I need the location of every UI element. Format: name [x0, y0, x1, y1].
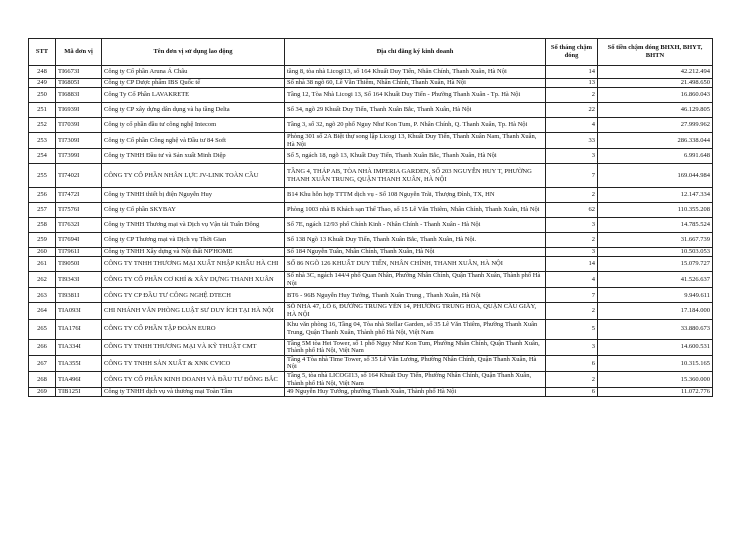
row-unit-name: Công ty Cổ phần Công nghệ và Đầu tư 84 Soft — [102, 133, 285, 149]
row-unit-name: Công ty TNHH dịch vụ và thương mại Toàn Tâm — [102, 388, 285, 397]
row-amount-late: 15.079.727 — [598, 257, 713, 272]
row-amount-late: 169.044.984 — [598, 164, 713, 188]
table-row — [29, 371, 713, 387]
header-unit-name: Tên đơn vị sử dụng lao động — [102, 39, 285, 66]
row-amount-late: 31.667.739 — [598, 233, 713, 248]
row-months-late: 4 — [546, 118, 598, 133]
row-amount-late: 27.999.962 — [598, 118, 713, 133]
table-row — [29, 149, 713, 164]
row-address: Số 184 Nguyễn Tuân, Nhân Chính, Thanh Xuân, Hà Nội — [285, 248, 546, 257]
row-months-late: 13 — [546, 79, 598, 88]
row-months-late: 2 — [546, 303, 598, 319]
row-months-late: 3 — [546, 339, 598, 355]
row-unit-code: TI9381I — [56, 288, 102, 303]
row-unit-name: Công Ty Cổ Phần LAVAKRETE — [102, 88, 285, 103]
row-stt: 253 — [29, 133, 56, 149]
row-months-late: 22 — [546, 103, 598, 118]
row-stt: 257 — [29, 203, 56, 218]
row-unit-code: TI6883I — [56, 88, 102, 103]
row-stt: 250 — [29, 88, 56, 103]
row-stt: 266 — [29, 339, 56, 355]
row-address: Tầng 12, Tòa Nhà Licogi 13, Số 164 Khuất Duy Tiến - Phường Thanh Xuân - Tp. Hà Nội — [285, 88, 546, 103]
row-months-late: 6 — [546, 355, 598, 371]
row-amount-late: 21.498.650 — [598, 79, 713, 88]
row-unit-code: TI7402I — [56, 164, 102, 188]
row-unit-name: Công ty cổ phần đầu tư công nghệ Intecom — [102, 118, 285, 133]
row-unit-code: TI6805I — [56, 79, 102, 88]
row-address: B14 Khu hỗn hợp TTTM dịch vụ - Số 108 Nguyễn Trãi, Thượng Đình, TX, HN — [285, 188, 546, 203]
row-months-late: 2 — [546, 88, 598, 103]
row-unit-name: CÔNG TY CỔ PHẦN CƠ KHÍ & XÂY DỰNG THANH XUÂN — [102, 272, 285, 288]
row-stt: 267 — [29, 355, 56, 371]
row-unit-code: TIA176I — [56, 319, 102, 339]
row-address: Phòng 301 số 2A Biệt thự song lập Licogi 13, Khuất Duy Tiến, Thanh Xuân Nam, Thanh Xuân, Hà Nội — [285, 133, 546, 149]
row-amount-late: 16.860.043 — [598, 88, 713, 103]
row-address: Số nhà 38 ngõ 60, Lê Văn Thiêm, Nhân Chính, Thanh Xuân, Hà Nội — [285, 79, 546, 88]
row-amount-late: 46.129.805 — [598, 103, 713, 118]
row-address: Số 138 Ngõ 13 Khuất Duy Tiến, Thanh Xuân Bắc, Thanh Xuân, Hà Nội. — [285, 233, 546, 248]
row-amount-late: 41.526.637 — [598, 272, 713, 288]
row-address: Số 7E, ngách 12/93 phố Chính Kinh - Nhân Chính - Thanh Xuân - Hà Nội — [285, 218, 546, 233]
row-stt: 248 — [29, 66, 56, 79]
row-months-late: 7 — [546, 288, 598, 303]
row-stt: 263 — [29, 288, 56, 303]
table-row — [29, 203, 713, 218]
row-address: Số 5, ngách 18, ngõ 13, Khuất Duy Tiến, Thanh Xuân Bắc, Thanh Xuân, Hà Nội — [285, 149, 546, 164]
row-months-late: 62 — [546, 203, 598, 218]
row-unit-code: TI7632I — [56, 218, 102, 233]
row-unit-code: TI7576I — [56, 203, 102, 218]
row-stt: 249 — [29, 79, 56, 88]
header-unit-code: Mã đơn vị — [56, 39, 102, 66]
row-stt: 268 — [29, 371, 56, 387]
header-address: Địa chỉ đăng ký kinh doanh — [285, 39, 546, 66]
row-unit-name: CÔNG TY CỔ PHẦN KINH DOANH VÀ ĐẦU TƯ ĐÔNG BẮC — [102, 371, 285, 387]
table-row — [29, 388, 713, 397]
row-unit-code: TIA496I — [56, 371, 102, 387]
row-unit-code: TIA355I — [56, 355, 102, 371]
table-header-row — [29, 39, 713, 66]
row-address: Khu văn phòng 16, Tầng 04, Tòa nhà Stellar Garden, số 35 Lê Văn Thiêm, Phường Thanh Xuân Trung, Quận Thanh Xuân, Thành phố Hà Nội, Việt Nam — [285, 319, 546, 339]
table-row — [29, 118, 713, 133]
table-row — [29, 233, 713, 248]
row-unit-name: CÔNG TY CP ĐẦU TƯ CÔNG NGHỆ DTECH — [102, 288, 285, 303]
row-amount-late: 42.212.494 — [598, 66, 713, 79]
row-unit-code: TI7309I — [56, 133, 102, 149]
row-stt: 260 — [29, 248, 56, 257]
row-months-late: 14 — [546, 257, 598, 272]
table-row — [29, 66, 713, 79]
row-address: 49 Nguyễn Huy Tưởng, phường Thanh Xuân, Thành phố Hà Nội — [285, 388, 546, 397]
row-unit-code: TIA093I — [56, 303, 102, 319]
table-row — [29, 188, 713, 203]
row-address: Tầng 5, tòa nhà LICOGI13, số 164 Khuất Duy Tiến, Phường Nhân Chính, Quận Thanh Xuân, Thành phố Hà Nội, Việt Nam — [285, 371, 546, 387]
row-stt: 259 — [29, 233, 56, 248]
row-amount-late: 110.355.208 — [598, 203, 713, 218]
row-unit-name: CÔNG TY TNHH SẢN XUẤT & XNK CVICO — [102, 355, 285, 371]
table-row — [29, 164, 713, 188]
row-unit-code: TIB125I — [56, 388, 102, 397]
row-months-late: 3 — [546, 149, 598, 164]
row-months-late: 14 — [546, 66, 598, 79]
table-row — [29, 257, 713, 272]
row-amount-late: 14.785.524 — [598, 218, 713, 233]
row-unit-name: Công ty CP Thương mại và Dịch vụ Thời Gian — [102, 233, 285, 248]
row-unit-code: TI9343I — [56, 272, 102, 288]
row-unit-name: CHI NHÁNH VĂN PHÒNG LUẬT SƯ DUY ÍCH TẠI HÀ NỘI — [102, 303, 285, 319]
row-amount-late: 6.991.648 — [598, 149, 713, 164]
row-stt: 251 — [29, 103, 56, 118]
row-months-late: 7 — [546, 164, 598, 188]
row-months-late: 5 — [546, 319, 598, 339]
row-unit-code: TI7399I — [56, 149, 102, 164]
table-row — [29, 288, 713, 303]
row-unit-name: Công ty TNHH Đầu tư và Sản xuất Minh Diệp — [102, 149, 285, 164]
row-months-late: 3 — [546, 248, 598, 257]
table-row — [29, 272, 713, 288]
row-unit-name: Công ty CP xây dựng dân dụng và hạ tầng Delta — [102, 103, 285, 118]
table-row — [29, 303, 713, 319]
row-unit-name: CÔNG TY TNHH THƯƠNG MẠI VÀ KỸ THUẬT CMT — [102, 339, 285, 355]
row-months-late: 2 — [546, 188, 598, 203]
row-months-late: 2 — [546, 371, 598, 387]
row-months-late: 4 — [546, 272, 598, 288]
table-row — [29, 319, 713, 339]
row-address: tầng 8, tòa nhà Licogi13, số 164 Khuất Duy Tiến, Nhân Chính, Thanh Xuân, Hà Nội — [285, 66, 546, 79]
table-row — [29, 218, 713, 233]
row-amount-late: 9.949.611 — [598, 288, 713, 303]
row-months-late: 2 — [546, 233, 598, 248]
row-unit-name: Công ty TNHH thiết bị điện Nguyễn Huy — [102, 188, 285, 203]
row-amount-late: 14.600.531 — [598, 339, 713, 355]
row-address: SỐ NHÀ 47, LÔ 6, ĐƯỜNG TRUNG YÊN 14, PHƯỜNG TRUNG HOÀ, QUẬN CẦU GIẤY, HÀ NỘI — [285, 303, 546, 319]
row-unit-name: Công ty Cổ phần Aruna Á Châu — [102, 66, 285, 79]
row-unit-name: CÔNG TY CỔ PHẦN TẬP ĐOÀN EURO — [102, 319, 285, 339]
row-address: SỐ 86 NGÕ 126 KHUẤT DUY TIẾN, NHÂN CHÍNH, THANH XUÂN, HÀ NỘI — [285, 257, 546, 272]
row-stt: 256 — [29, 188, 56, 203]
header-amount-late: Số tiền chậm đóng BHXH, BHYT, BHTN — [598, 39, 713, 66]
row-amount-late: 286.338.044 — [598, 133, 713, 149]
row-unit-name: Công ty Cổ phần SKYBAY — [102, 203, 285, 218]
row-stt: 264 — [29, 303, 56, 319]
row-amount-late: 12.147.334 — [598, 188, 713, 203]
row-stt: 255 — [29, 164, 56, 188]
row-months-late: 3 — [546, 218, 598, 233]
row-months-late: 33 — [546, 133, 598, 149]
row-address: Tầng 4 Tòa nhà Time Tower, số 35 Lê Văn Lương, Phường Nhân Chính, Quận Thanh Xuân, Hà Nội — [285, 355, 546, 371]
row-months-late: 6 — [546, 388, 598, 397]
row-amount-late: 17.184.000 — [598, 303, 713, 319]
table-body — [29, 66, 713, 397]
table-row — [29, 339, 713, 355]
row-amount-late: 33.880.673 — [598, 319, 713, 339]
row-unit-code: TI6673I — [56, 66, 102, 79]
table-row — [29, 103, 713, 118]
row-stt: 265 — [29, 319, 56, 339]
row-unit-code: TI7694I — [56, 233, 102, 248]
row-unit-name: Công ty CP Dược phẩm IBS Quốc tế — [102, 79, 285, 88]
row-stt: 262 — [29, 272, 56, 288]
row-address: Số nhà 3C, ngách 144/4 phố Quan Nhân, Phường Nhân Chính, Quận Thanh Xuân, Thành phố Hà Nội — [285, 272, 546, 288]
row-stt: 254 — [29, 149, 56, 164]
row-address: BT6 - 96B Nguyễn Huy Tưởng, Thanh Xuân Trung , Thanh Xuân, Hà Nội — [285, 288, 546, 303]
row-unit-code: TI7472I — [56, 188, 102, 203]
header-months-late: Số tháng chậm đóng — [546, 39, 598, 66]
table-row — [29, 133, 713, 149]
late-payment-table — [28, 38, 713, 397]
row-stt: 261 — [29, 257, 56, 272]
row-address: Tầng 5M tòa Hei Tower, số 1 phố Ngụy Như Kon Tum, Phường Nhân Chính, Quận Thanh Xuân, Thành phố Hà Nội, Việt Nam — [285, 339, 546, 355]
row-unit-code: TI6939I — [56, 103, 102, 118]
row-address: Tầng 3, số 32, ngõ 20 phố Nguy Như Kon Tum, P. Nhân Chính, Q. Thanh Xuân, Tp. Hà Nội — [285, 118, 546, 133]
row-address: Số 34, ngõ 29 Khuất Duy Tiến, Thanh Xuân Bắc, Thanh Xuân, Hà Nội — [285, 103, 546, 118]
row-stt: 252 — [29, 118, 56, 133]
row-address: Phòng 1003 nhà B Khách sạn Thể Thao, số 15 Lê Văn Thiêm, Nhân Chính, Thanh Xuân, Hà Nội — [285, 203, 546, 218]
row-amount-late: 15.360.000 — [598, 371, 713, 387]
row-unit-name: CÔNG TY CỔ PHẦN NHÂN LỰC JV-LINK TOÀN CẦU — [102, 164, 285, 188]
document-page — [28, 38, 712, 397]
header-stt: STT — [29, 39, 56, 66]
row-amount-late: 11.072.776 — [598, 388, 713, 397]
row-stt: 258 — [29, 218, 56, 233]
table-row — [29, 355, 713, 371]
row-unit-name: CÔNG TY TNHH THƯƠNG MẠI XUẤT NHẬP KHẨU HÀ CHI — [102, 257, 285, 272]
table-row — [29, 88, 713, 103]
row-address: TẦNG 4, THÁP AB, TÒA NHÀ IMPERIA GARDEN, SỐ 203 NGUYỄN HUY T, PHƯỜNG THANH XUÂN TRUNG, QUẬN THANH XUÂN, HÀ NỘI — [285, 164, 546, 188]
row-unit-name: Công ty TNHH Xây dựng và Nội thất NP'HOME — [102, 248, 285, 257]
table-row — [29, 79, 713, 88]
row-stt: 269 — [29, 388, 56, 397]
row-amount-late: 10.315.165 — [598, 355, 713, 371]
row-unit-code: TIA334I — [56, 339, 102, 355]
row-unit-code: TI7961I — [56, 248, 102, 257]
row-unit-code: TI9050I — [56, 257, 102, 272]
row-unit-code: TI7039I — [56, 118, 102, 133]
table-row — [29, 248, 713, 257]
row-amount-late: 10.503.053 — [598, 248, 713, 257]
row-unit-name: Công ty TNHH Thương mại và Dịch vụ Vận tải Tuấn Đông — [102, 218, 285, 233]
